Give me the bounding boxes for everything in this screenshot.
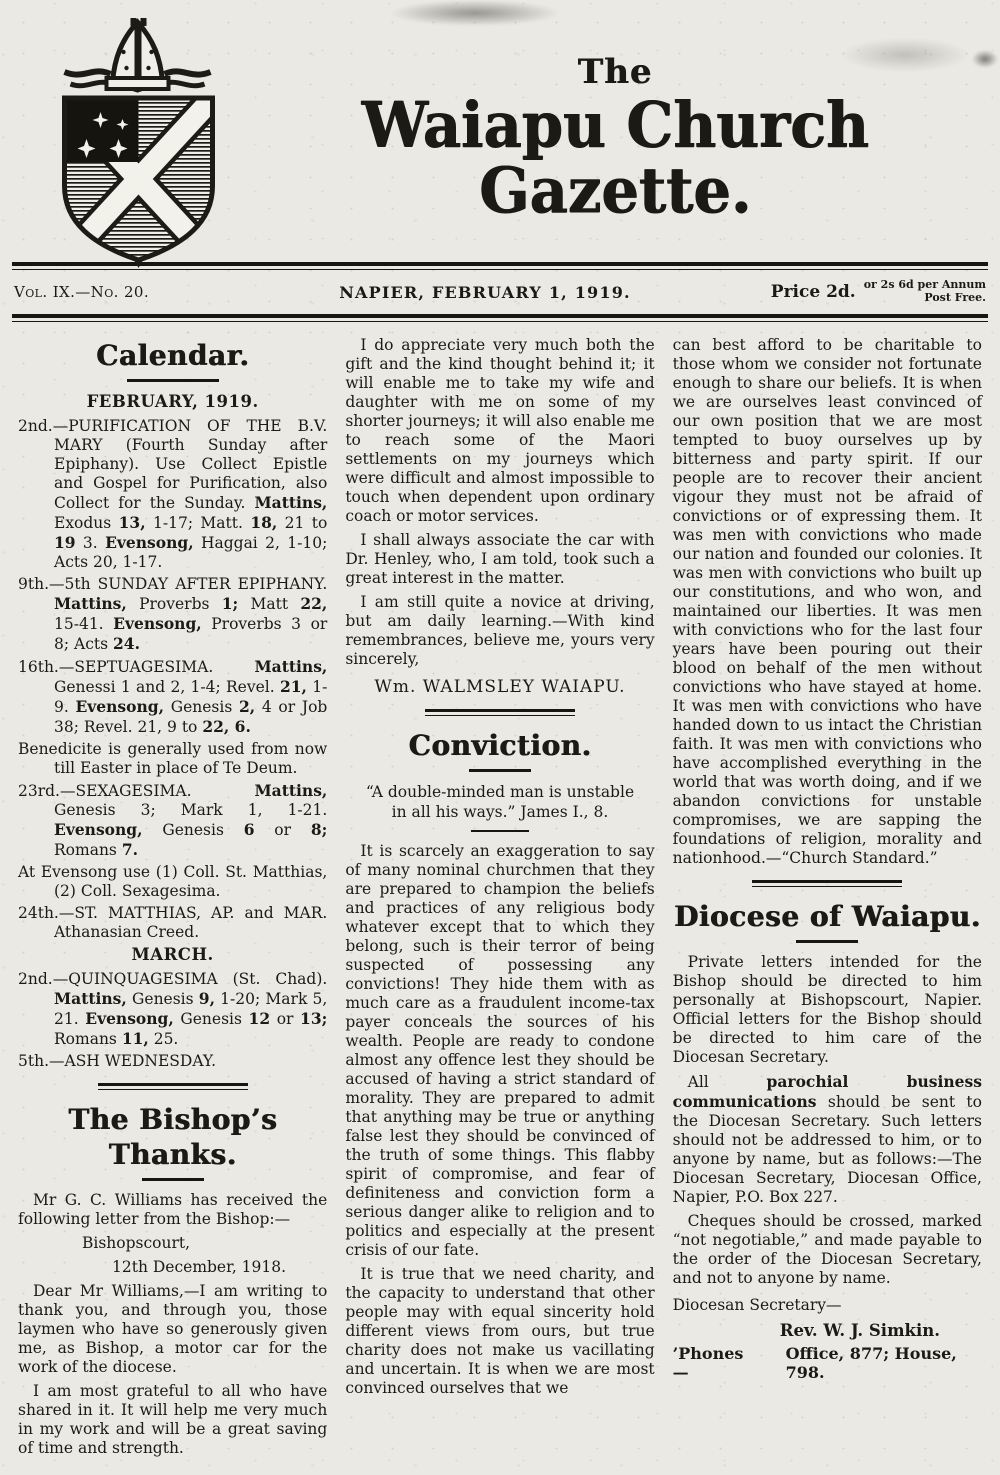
phones-value: Office, 877; House, 798. [785, 1344, 957, 1382]
issue-bar-bottom-rule [12, 314, 988, 322]
calendar-entry: At Evensong use (1) Coll. St. Matthias, (2) Coll. Sexagesima. [18, 863, 328, 900]
heading-rule [127, 379, 219, 382]
price-note [864, 279, 986, 304]
price-note-line1: or 2s 6d per Annum [863, 278, 986, 292]
calendar-entry: Benedicite is generally used from now till Easter in place of Te Deum. [18, 740, 328, 777]
scripture-quote: “A double-minded man is unstable in all his ways.” James I., 8. [365, 783, 635, 821]
volume-number: Vol. IX.—No. 20. [14, 283, 149, 301]
heading-rule [469, 769, 531, 772]
quote-rule [471, 830, 529, 832]
paragraph: I am most grateful to all who have shared in it. It will help me very much in my work and will be a great saving of time and strength. [18, 1382, 328, 1457]
price-group [706, 279, 986, 304]
masthead [0, 0, 1000, 262]
paragraph: It is scarcely an exaggeration to say of many nominal churchmen that they are prepared to champion the beliefs and practices of any religious body whatever except that to which they belong, such is their terror of being suspected of possessing any convictions! They hide them with as much care as a fraudulent income-tax payer conceals the sources of his wealth. People are ready to condone almost any offence lest they should be accused of having a strict standard of morality. They are prepared to admit that anything may be true or anything false lest they should be convinced of the truth of some things. This flabby spirit of compromise, and fear of definiteness and conviction form a serious danger alike to religion and to politics and especially at the present crisis of our fate. [345, 842, 655, 1259]
conviction-heading: Conviction. [408, 729, 592, 762]
diocese-crest-icon [32, 18, 242, 268]
price-note-line2: Post Free. [924, 291, 986, 304]
diocese-heading: Diocese of Waiapu. [673, 900, 981, 933]
secretary-name: Rev. W. J. Simkin. [779, 1321, 940, 1340]
column-3 [673, 336, 982, 1463]
letter-address: Bishopscourt, [82, 1234, 191, 1252]
article-conviction [345, 728, 654, 1398]
section-divider [98, 1083, 248, 1090]
paragraph: It is true that we need charity, and the capacity to understand that other people may with equal sincerity hold different views from ours, but true charity does not make us vacillating and uncertain. It is when we are most convinced ourselves that we [345, 1265, 655, 1397]
calendar-entry: 23rd.—SEXAGESIMA. Mattins, Genesis 3; Mark 1, 1-21. Evensong, Genesis 6 or 8; Romans 7. [18, 781, 328, 859]
paragraph: Cheques should be crossed, marked “not negotiable,” and made payable to the order of the Diocesan Secretary, and not to anyone by name. [672, 1212, 982, 1287]
phones-label: ’Phones— [672, 1344, 744, 1382]
masthead-the: The [577, 52, 653, 92]
calendar-entry: 2nd.—PURIFICATION OF THE B.V. MARY (Fourth Sunday after Epiphany). Use Collect Epistle and Gospel for Purification, also Collect for the Sunday. Mattins, Exodus 13, 1-17; Matt. 18, 21 to 19 3. Evensong, Haggai 2, 1-10; Acts 20, 1-17. [18, 417, 328, 571]
masthead-text [230, 0, 1000, 227]
paragraph: Mr G. C. Williams has received the following letter from the Bishop:— [18, 1191, 328, 1228]
calendar-month-march: MARCH. [131, 945, 214, 964]
heading-rule [142, 1178, 204, 1181]
bishops-thanks-heading: The Bishop’s Thanks. [68, 1103, 278, 1171]
letter-continuation [345, 336, 654, 697]
paragraph: I do appreciate very much both the gift and the kind thought behind it; it will enable me to take my wife and daughter with me on some of my shorter journeys; it will also enable me to reach some of the Maori settlements on my journeys which were difficult and almost impossible to touch when dependent upon ordinary coach or motor services. [345, 336, 655, 525]
heading-rule [796, 940, 858, 943]
article-diocese-of-waiapu [673, 899, 982, 1382]
letter-date: 12th December, 1918. [112, 1258, 287, 1276]
calendar-entry: 9th.—5th SUNDAY AFTER EPIPHANY. Mattins, Proverbs 1; Matt 22, 15-41. Evensong, Proverbs 3 or 8; Acts 24. [18, 575, 328, 653]
calendar-entry: 5th.—ASH WEDNESDAY. [18, 1052, 217, 1070]
masthead-title: Waiapu Church Gazette. [361, 88, 869, 227]
calendar-month-february: FEBRUARY, 1919. [86, 392, 259, 411]
issue-bar [14, 274, 986, 310]
letter-signature: Wm. WALMSLEY WAIAPU. [374, 677, 626, 697]
calendar-entry: 16th.—SEPTUAGESIMA. Mattins, Genessi 1 and 2, 1-4; Revel. 21, 1-9. Evensong, Genesis 2, 4 or Job 38; Revel. 21, 9 to 22, 6. [18, 657, 328, 736]
column-2 [345, 336, 654, 1463]
conviction-continuation [673, 336, 982, 868]
paragraph: I shall always associate the car with Dr. Henley, who, I am told, took such a great interest in the matter. [345, 531, 655, 587]
calendar-entry: 24th.—ST. MATTHIAS, AP. and MAR. Athanasian Creed. [18, 904, 328, 941]
paragraph: I am still quite a novice at driving, but am daily learning.—With kind remembrances, believe me, yours very sincerely, [345, 593, 655, 668]
column-1 [18, 336, 327, 1463]
paragraph: Private letters intended for the Bishop should be directed to him personally at Bishopscourt, Napier. Official letters for the Bishop should be directed to him care of the Diocesan Secretary. [672, 953, 982, 1066]
section-divider [425, 709, 575, 716]
calendar-entry: 2nd.—QUINQUAGESIMA (St. Chad). Mattins, Genesis 9, 1-20; Mark 5, 21. Evensong, Genesis 12 or 13; Romans 11, 25. [18, 970, 328, 1048]
dateline: NAPIER, FEBRUARY 1, 1919. [339, 282, 631, 302]
phones-line [673, 1344, 982, 1382]
paragraph: All parochial business communications should be sent to the Diocesan Secretary. Such letters should not be addressed to him, or to anyone by name, but as follows:—The Diocesan Secretary, Diocesan Office, Napier, P.O. Box 227. [672, 1072, 982, 1206]
price: Price 2d. [770, 282, 856, 302]
article-bishops-thanks [18, 1102, 327, 1458]
paragraph: can best afford to be charitable to those whom we consider not fortunate enough to share our beliefs. It is when we are ourselves least convinced of our own position that we are most tempted to buoy ourselves up by bitterness and party spirit. If our people are to recover their ancient vigour they must not be afraid of convictions or of expressing them. It was men with convictions who made our nation and founded our colonies. It was men with convictions who built up our constitutions, and who won, and maintained our liberties. It was men with convictions who for the last four years have been pouring out their blood on behalf of the men without convictions who have stayed at home. It was men with convictions who have handed down to us intact the Christian faith. It was men with convictions who have accomplished everything in the world that was worth doing, and if we abandon convictions for unstable compromises, we are sapping the foundations of religion, morality and nationhood.—“Church Standard.” [672, 336, 982, 867]
calendar-heading: Calendar. [95, 339, 250, 372]
article-columns [0, 322, 1000, 1463]
article-calendar [18, 338, 327, 1071]
section-divider [752, 880, 902, 887]
secretary-label: Diocesan Secretary— [672, 1296, 842, 1314]
paragraph: Dear Mr Williams,—I am writing to thank you, and through you, those laymen who have so generously given me, as Bishop, a motor car for the work of the diocese. [18, 1282, 328, 1376]
